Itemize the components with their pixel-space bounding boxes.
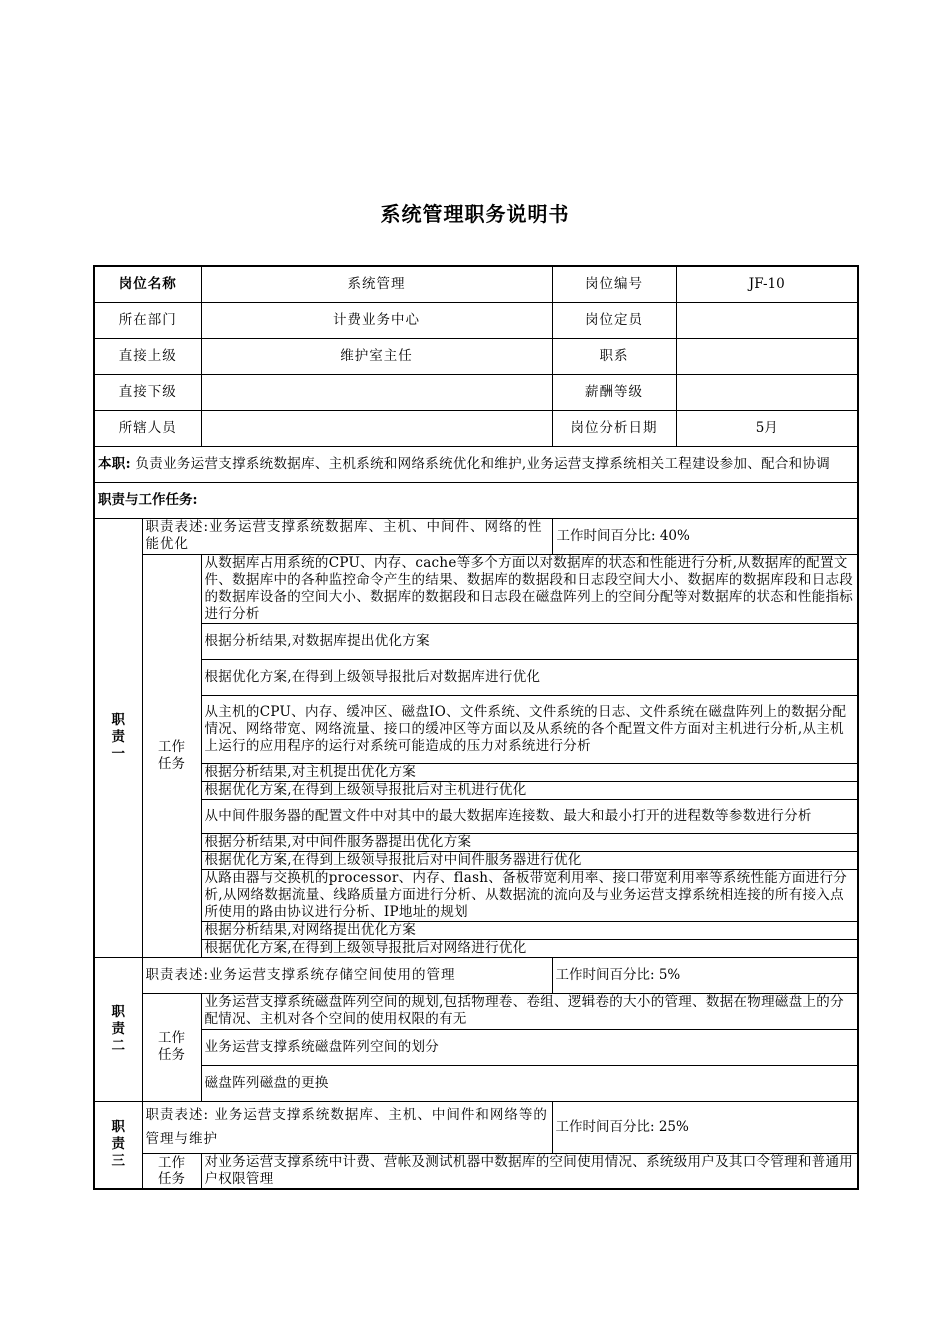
- task-item: 根据分析结果,对数据库提出优化方案: [201, 623, 858, 659]
- duty-1-label: [94, 518, 142, 957]
- duty-1-task-label: [142, 554, 201, 957]
- task-item: 从数据库占用系统的CPU、内存、cache等多个方面以对数据库的状态和性能进行分析,从数据库的配置文件、数据库中的各种监控命令产生的结果、数据库的数据段和日志段空间大小、数据库的数据库段和日志段的数据库设备的空间大小、数据库的数据段和日志段在磁盘阵列上的空间分配等对数据库的状态和性能指标进行分析: [201, 554, 858, 623]
- salary-grade-value: [676, 374, 858, 410]
- duty-2-label: [94, 957, 142, 1101]
- page-title: 系统管理职务说明书: [380, 202, 570, 226]
- task-item: 从中间件服务器的配置文件中对其中的最大数据库连接数、最大和最小打开的进程数等参数进行分析: [201, 799, 858, 833]
- header-row: [94, 338, 858, 374]
- job-family-value: [676, 338, 858, 374]
- task-item: 业务运营支撑系统磁盘阵列空间的划分: [201, 1029, 858, 1065]
- duty-2-desc: 职责表述:业务运营支撑系统存储空间使用的管理: [142, 957, 552, 993]
- supervisor-label: 直接上级: [94, 338, 201, 374]
- duty-desc-row: [94, 1101, 858, 1153]
- task-item: 根据分析结果,对中间件服务器提出优化方案: [201, 833, 858, 851]
- duty-2-pct: 工作时间百分比: 5%: [552, 957, 858, 993]
- duties-heading: 职责与工作任务:: [94, 482, 858, 518]
- task-label-text: 工作任务: [158, 1154, 185, 1187]
- task-item: 根据优化方案,在得到上级领导报批后对主机进行优化: [201, 781, 858, 799]
- staff-label: 所辖人员: [94, 410, 201, 446]
- headcount-value: [676, 302, 858, 338]
- task-item: 根据优化方案,在得到上级领导报批后对网络进行优化: [201, 939, 858, 957]
- summary-text: 负责业务运营支撑系统数据库、主机系统和网络系统优化和维护,业务运营支撑系统相关工程建设参加、配合和协调: [135, 456, 831, 472]
- position-name-label: 岗位名称: [94, 266, 201, 302]
- task-item: 根据优化方案,在得到上级领导报批后对数据库进行优化: [201, 659, 858, 695]
- duty-1-desc: 职责表述:业务运营支撑系统数据库、主机、中间件、网络的性能优化: [142, 518, 552, 554]
- summary-row: [94, 446, 858, 482]
- duty-1-label-text: 职责一: [111, 712, 125, 762]
- position-code-value: JF-10: [676, 266, 858, 302]
- summary-cell: [94, 446, 858, 482]
- header-row: [94, 266, 858, 302]
- salary-grade-label: 薪酬等级: [552, 374, 676, 410]
- analysis-date-label: 岗位分析日期: [552, 410, 676, 446]
- header-row: [94, 410, 858, 446]
- task-label-text: 工作任务: [158, 1030, 185, 1063]
- position-code-label: 岗位编号: [552, 266, 676, 302]
- duty-desc-row: [94, 957, 858, 993]
- duties-heading-row: [94, 482, 858, 518]
- task-item: 磁盘阵列磁盘的更换: [201, 1065, 858, 1101]
- duty-desc-row: [94, 518, 858, 554]
- duty-2-label-text: 职责二: [111, 1003, 125, 1054]
- job-description-table: [93, 265, 859, 1190]
- supervisor-value: 维护室主任: [201, 338, 552, 374]
- task-item: 从主机的CPU、内存、缓冲区、磁盘IO、文件系统、文件系统的日志、文件系统在磁盘阵列上的数据分配情况、网络带宽、网络流量、接口的缓冲区等方面以及从系统的各个配置文件方面对主机进行分析,从主机上运行的应用程序的运行对系统可能造成的压力对系统进行分析: [201, 695, 858, 763]
- task-row: [94, 554, 858, 623]
- task-row: [94, 1153, 858, 1189]
- staff-value: [201, 410, 552, 446]
- summary-label: 本职:: [98, 456, 131, 472]
- job-family-label: 职系: [552, 338, 676, 374]
- task-item: 业务运营支撑系统磁盘阵列空间的规划,包括物理卷、卷组、逻辑卷的大小的管理、数据在物理磁盘上的分配情况、主机对各个空间的使用权限的有无: [201, 993, 858, 1029]
- duty-3-desc: 职责表述: 业务运营支撑系统数据库、主机、中间件和网络等的管理与维护: [142, 1101, 552, 1153]
- task-label-text: 工作任务: [158, 738, 185, 772]
- position-name-value: 系统管理: [201, 266, 552, 302]
- task-item: 从路由器与交换机的processor、内存、flash、备板带宽利用率、接口带宽利用率等系统性能方面进行分析,从网络数据流量、线路质量方面进行分析、从数据流的流向及与业务运营支撑系统相连接的所有接入点所使用的路由协议进行分析、IP地址的规划: [201, 869, 858, 921]
- headcount-label: 岗位定员: [552, 302, 676, 338]
- department-value: 计费业务中心: [201, 302, 552, 338]
- subordinate-value: [201, 374, 552, 410]
- duty-3-label: [94, 1101, 142, 1189]
- header-row: [94, 374, 858, 410]
- header-row: [94, 302, 858, 338]
- department-label: 所在部门: [94, 302, 201, 338]
- duty-3-label-text: 职责三: [111, 1119, 125, 1169]
- duty-3-pct: 工作时间百分比: 25%: [552, 1101, 858, 1153]
- duty-2-task-label: [142, 993, 201, 1101]
- subordinate-label: 直接下级: [94, 374, 201, 410]
- task-row: [94, 993, 858, 1029]
- task-item: 根据分析结果,对网络提出优化方案: [201, 921, 858, 939]
- analysis-date-value: 5月: [676, 410, 858, 446]
- task-item: 对业务运营支撑系统中计费、营帐及测试机器中数据库的空间使用情况、系统级用户及其口令管理和普通用户权限管理: [201, 1153, 858, 1189]
- task-item: 根据分析结果,对主机提出优化方案: [201, 763, 858, 781]
- task-item: 根据优化方案,在得到上级领导报批后对中间件服务器进行优化: [201, 851, 858, 869]
- duty-1-pct: 工作时间百分比: 40%: [552, 518, 858, 554]
- duty-3-task-label: [142, 1153, 201, 1189]
